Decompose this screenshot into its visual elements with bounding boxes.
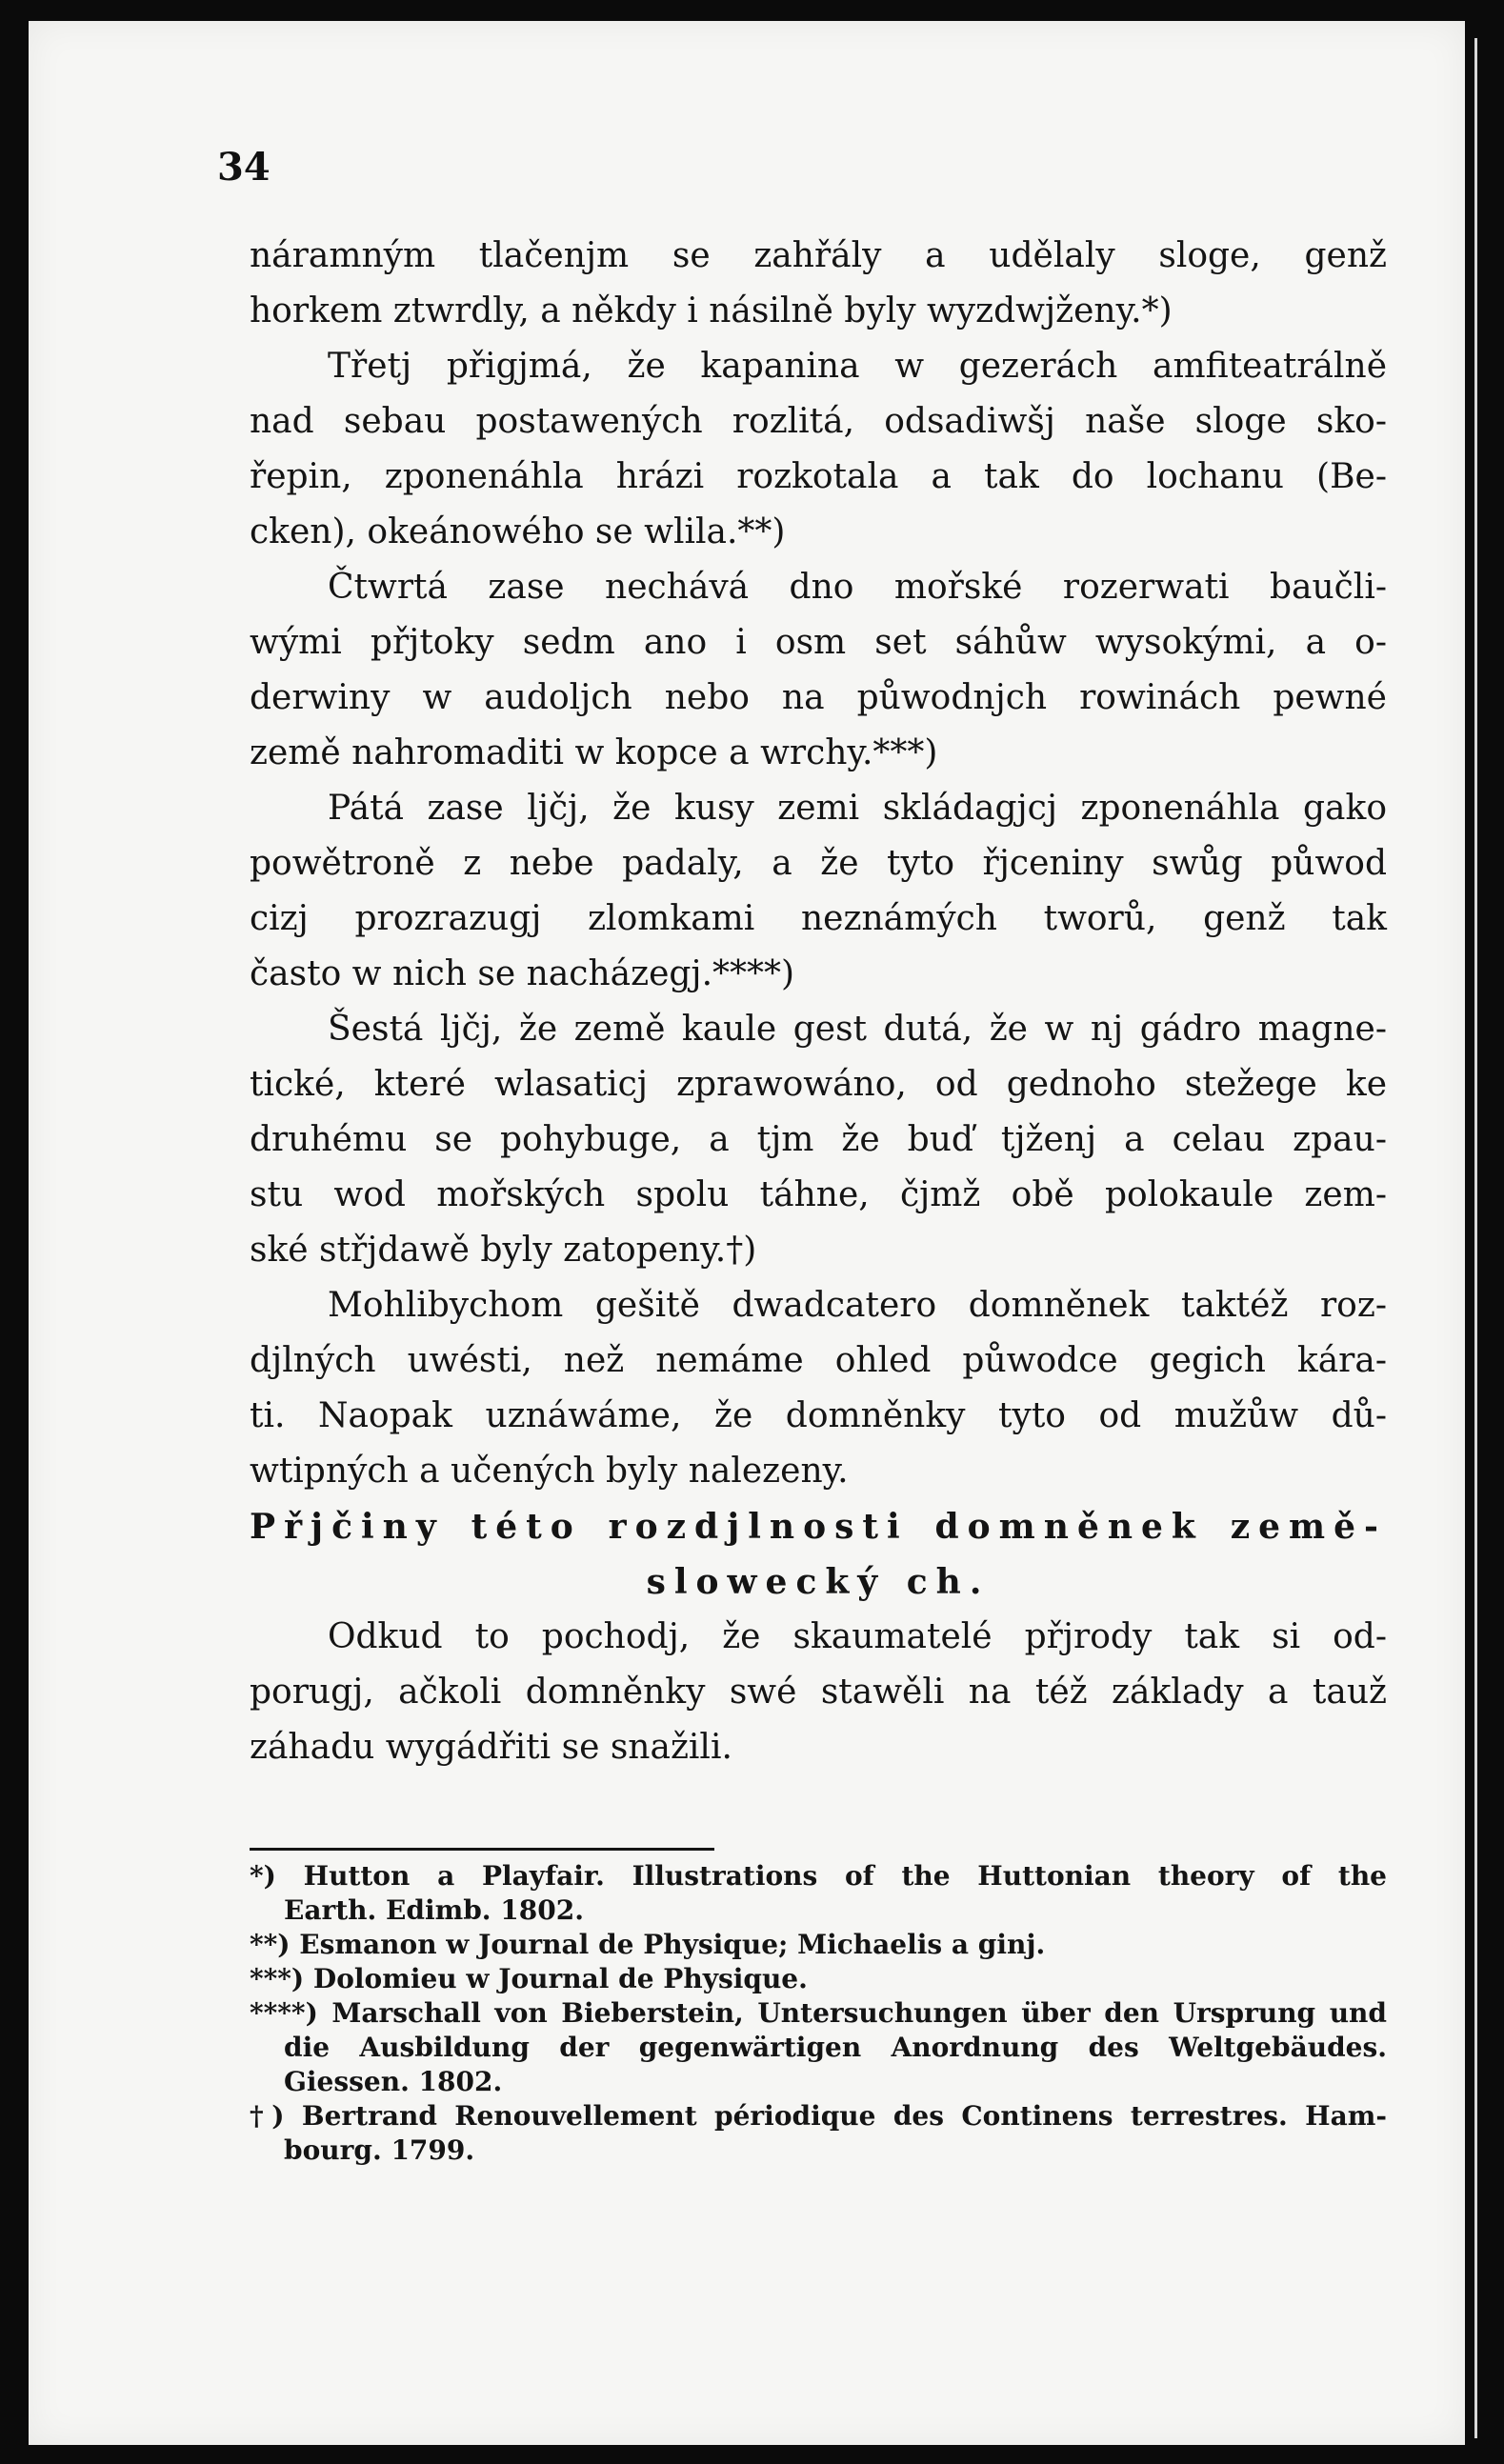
- page-border-line: [1474, 38, 1477, 2438]
- text-line: cken), okeánowého se wlila.**): [250, 512, 786, 551]
- section-heading: Přjčiny této rozdjlnosti domněnek země-: [250, 1507, 1387, 1547]
- text-line: stu wod mořských spolu táhne, čjmž obě polokaule zem-: [250, 1175, 1387, 1214]
- text-line: Mohlibychom gešitě dwadcatero domněnek taktéž roz-: [328, 1286, 1387, 1325]
- text-line: derwiny w audoljch nebo na půwodnjch rowinách pewné: [250, 678, 1387, 717]
- footnote-line: **) Esmanon w Journal de Physique; Michaelis a ginj.: [250, 1929, 1046, 1960]
- text-line: Šestá ljčj, že země kaule gest dutá, že w nj gádro magne-: [328, 1010, 1387, 1049]
- text-line: horkem ztwrdly, a někdy i násilně byly wyzdwjženy.*): [250, 291, 1173, 331]
- text-line: wými přjtoky sedm ano i osm set sáhůw wysokými, a o-: [250, 623, 1387, 662]
- text-line: často w nich se nacházegj.****): [250, 954, 795, 993]
- footnote-divider: [250, 1848, 714, 1851]
- footnotes: [250, 1859, 1387, 2168]
- body-text: [250, 229, 1387, 1775]
- text-line: Odkud to pochodj, že skaumatelé přjrody tak si od-: [328, 1617, 1387, 1656]
- footnote-line: Giessen. 1802.: [284, 2066, 503, 2097]
- text-line: ti. Naopak uznáwáme, že domněnky tyto od mužůw dů-: [250, 1396, 1387, 1435]
- footnote-line: *) Hutton a Playfair. Illustrations of the Huttonian theory of the: [250, 1860, 1387, 1892]
- text-line: záhadu wygádřiti se snažili.: [250, 1728, 732, 1767]
- text-line: nad sebau postawených rozlitá, odsadiwšj naše sloge sko-: [250, 402, 1387, 441]
- footnote-line: Earth. Edimb. 1802.: [284, 1894, 584, 1926]
- text-line: náramným tlačenjm se zahřály a udělaly sloge, genž: [250, 236, 1387, 275]
- footnote-line: ***) Dolomieu w Journal de Physique.: [250, 1963, 808, 1994]
- footnote-line: ****) Marschall von Bieberstein, Untersuchungen über den Ursprung und: [250, 1997, 1387, 2029]
- text-line: druhému se pohybuge, a tjm že buď tjženj a celau zpau-: [250, 1120, 1387, 1159]
- text-line: Pátá zase ljčj, že kusy zemi skládagjcj zponenáhla gako: [328, 789, 1387, 828]
- section-heading-continued: slowecký ch.: [646, 1562, 991, 1602]
- text-line: Čtwrtá zase nechává dno mořské rozerwati baučli-: [328, 568, 1387, 607]
- text-line: tické, které wlasaticj zprawowáno, od gednoho stežege ke: [250, 1065, 1387, 1104]
- text-line: cizj prozrazugj zlomkami neznámých tworů, genž tak: [250, 899, 1387, 938]
- text-line: porugj, ačkoli domněnky swé stawěli na též základy a tauž: [250, 1673, 1387, 1712]
- footnote-line: †) Bertrand Renouvellement périodique des Continens terrestres. Ham-: [250, 2100, 1387, 2132]
- footnote-line: bourg. 1799.: [284, 2134, 475, 2166]
- text-line: řepin, zponenáhla hrázi rozkotala a tak do lochanu (Be-: [250, 457, 1387, 496]
- text-line: djlných uwésti, než nemáme ohled půwodce gegich kára-: [250, 1341, 1387, 1380]
- page-number: 34: [217, 145, 271, 190]
- text-line: země nahromaditi w kopce a wrchy.***): [250, 733, 938, 772]
- text-line: ské střjdawě byly zatopeny.†): [250, 1231, 757, 1270]
- text-line: powětroně z nebe padaly, a že tyto řjceniny swůg půwod: [250, 844, 1387, 883]
- text-line: wtipných a učených byly nalezeny.: [250, 1452, 849, 1491]
- page-edge: [1465, 0, 1504, 2464]
- footnote-line: die Ausbildung der gegenwärtigen Anordnung des Weltgebäudes.: [284, 2032, 1387, 2063]
- text-line: Třetj přigjmá, že kapanina w gezerách amfiteatrálně: [328, 347, 1387, 386]
